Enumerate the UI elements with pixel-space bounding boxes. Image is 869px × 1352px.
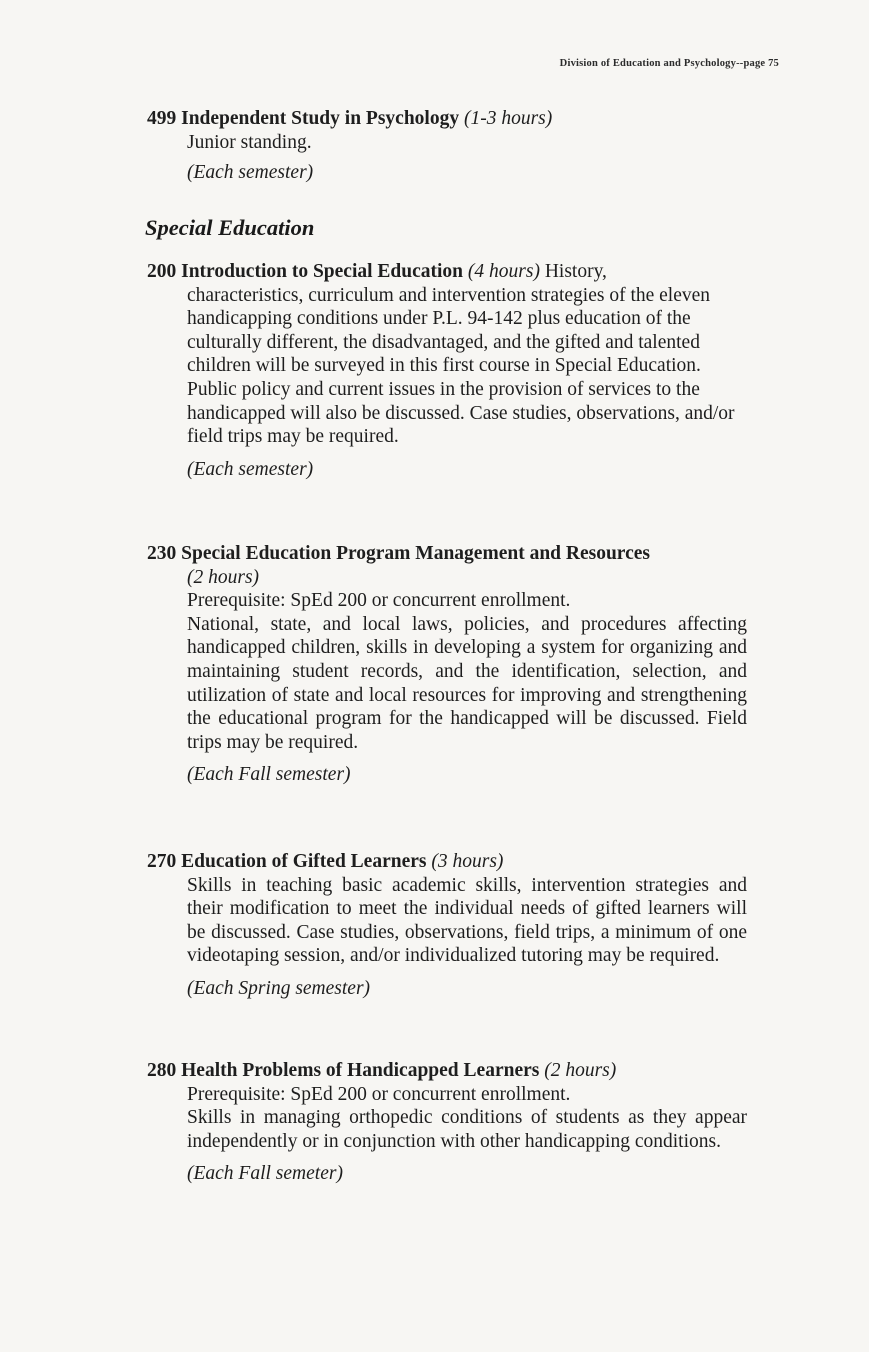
course-number: 270 bbox=[147, 851, 177, 872]
course-term: (Each Fall semeter) bbox=[187, 1163, 343, 1185]
course-title: Special Education Program Management and Resources bbox=[181, 543, 651, 564]
course-heading bbox=[147, 850, 747, 874]
course-description: Skills in teaching basic academic skills, intervention strategies and their modification to meet the individual needs of gifted learners will be discussed. Case studies, observations, field trips, a minimum of one videotaping session, and/or individualized tutoring may be required. bbox=[187, 874, 747, 967]
course-entry-200 bbox=[147, 260, 747, 481]
course-description: Skills in managing orthopedic conditions of students as they appear independently or in conjunction with other handicapping conditions. bbox=[187, 1107, 747, 1152]
course-term: (Each Fall semester) bbox=[187, 764, 351, 786]
course-entry-499 bbox=[147, 107, 747, 185]
course-heading bbox=[147, 542, 747, 566]
course-heading bbox=[147, 260, 747, 284]
course-hours: (3 hours) bbox=[431, 851, 504, 872]
course-description: National, state, and local laws, policies, and procedures affecting handicapped children, skills in developing a system for organizing and maintaining student records, and the identification, selection, and utilization of state and local resources for improving and strengthening the educational program for the handicapped will be discussed. Field trips may be required. bbox=[187, 613, 747, 753]
course-description: characteristics, curriculum and intervention strategies of the eleven handicapping conditions under P.L. 94-142 plus education of the culturally different, the disadvantaged, and the gifted and talented children will be surveyed in this first course in Special Education. Public policy and current issues in the provision of services to the handicapped will also be discussed. Case studies, observations, and/or field trips may be required. bbox=[187, 284, 735, 448]
course-description-lead: History, bbox=[544, 261, 607, 282]
course-heading bbox=[147, 107, 747, 131]
course-term: (Each semester) bbox=[187, 458, 314, 480]
course-hours: (2 hours) bbox=[544, 1060, 617, 1081]
course-title: Health Problems of Handicapped Learners bbox=[181, 1060, 540, 1081]
course-number: 280 bbox=[147, 1060, 177, 1081]
course-term: (Each semester) bbox=[187, 162, 314, 184]
course-prerequisite: Prerequisite: SpEd 200 or concurrent enrollment. bbox=[187, 1083, 571, 1105]
course-term: (Each Spring semester) bbox=[187, 977, 371, 999]
course-title: Education of Gifted Learners bbox=[181, 851, 427, 872]
course-hours: (2 hours) bbox=[187, 566, 260, 588]
course-entry-270 bbox=[147, 850, 747, 1001]
course-number: 200 bbox=[147, 261, 177, 282]
course-title: Independent Study in Psychology bbox=[181, 108, 460, 129]
course-prerequisite: Prerequisite: SpEd 200 or concurrent enrollment. bbox=[187, 590, 571, 612]
course-entry-280 bbox=[147, 1059, 747, 1186]
course-prerequisite: Junior standing. bbox=[187, 131, 312, 153]
course-heading bbox=[147, 1059, 747, 1083]
section-heading: Special Education bbox=[145, 215, 315, 240]
course-title: Introduction to Special Education bbox=[181, 261, 464, 282]
course-number: 499 bbox=[147, 108, 177, 129]
course-hours: (1-3 hours) bbox=[463, 108, 553, 129]
course-entry-230 bbox=[147, 542, 747, 787]
running-head: Division of Education and Psychology--page 75 bbox=[559, 58, 779, 69]
course-hours: (4 hours) bbox=[467, 261, 540, 282]
course-number: 230 bbox=[147, 543, 177, 564]
